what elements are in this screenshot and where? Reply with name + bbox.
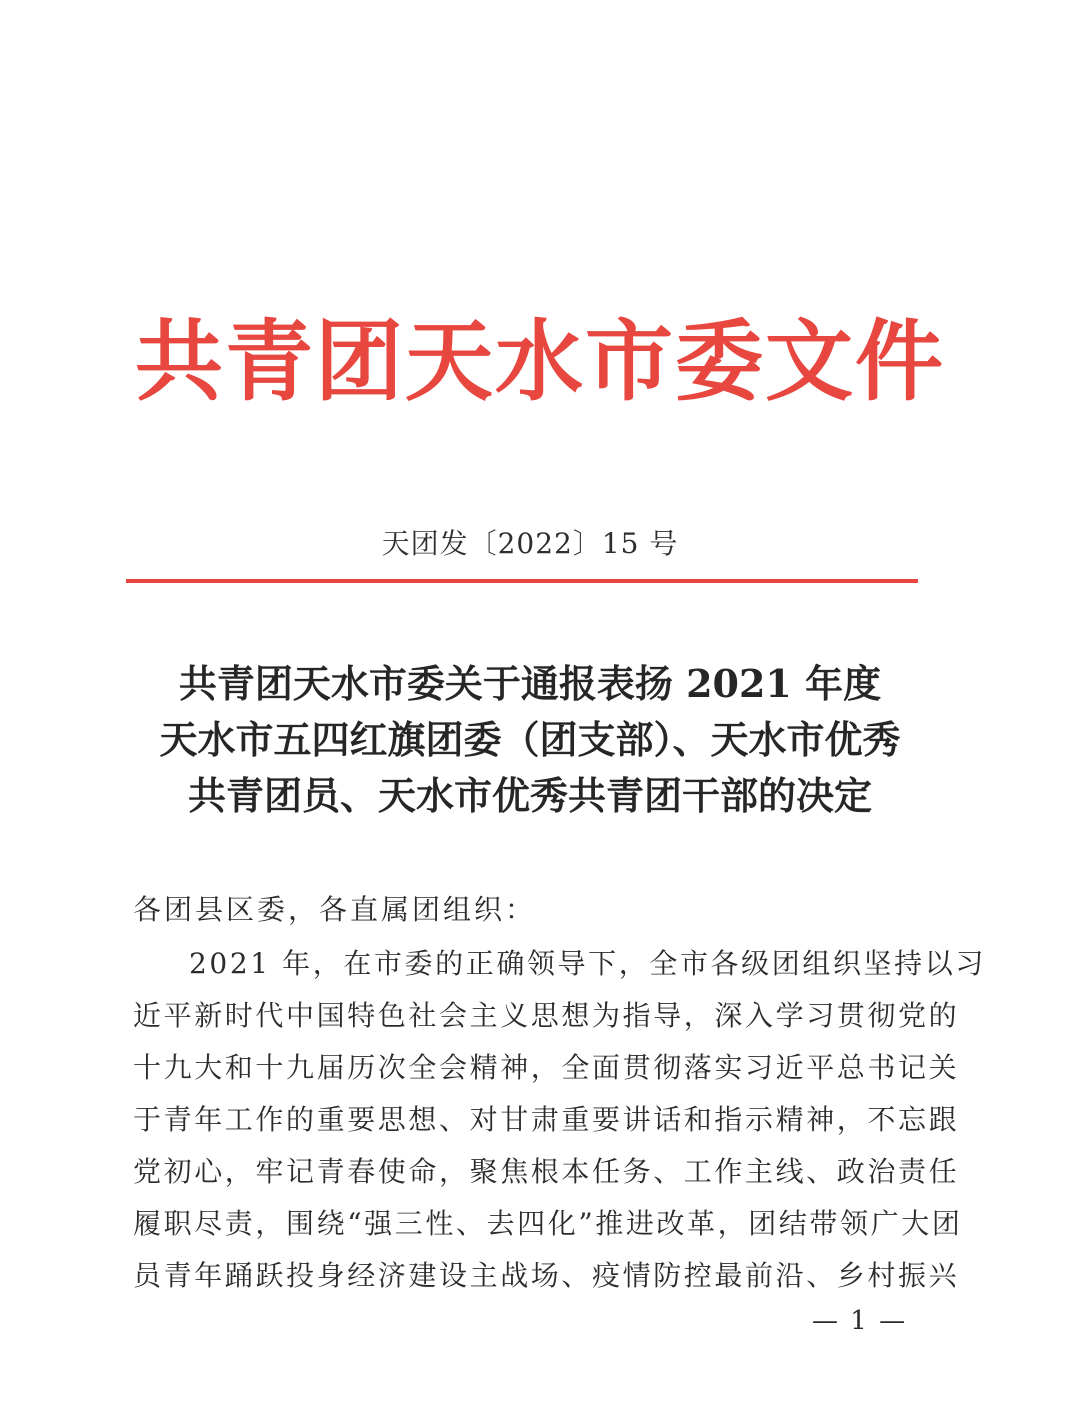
body-line: 近平新时代中国特色社会主义思想为指导，深入学习贯彻党的: [133, 999, 960, 1032]
body-line: 员青年踊跃投身经济建设主战场、疫情防控最前沿、乡村振兴: [133, 1259, 960, 1292]
decision-title-line: 天水市五四红旗团委（团支部）、天水市优秀: [159, 717, 901, 762]
body-line: 于青年工作的重要思想、对甘肃重要讲话和指示精神，不忘跟: [133, 1103, 960, 1136]
decision-title-line: 共青团员、天水市优秀共青团干部的决定: [187, 773, 872, 818]
decision-title: [80, 656, 980, 824]
addressee: 各团县区委，各直属团组织：: [133, 893, 537, 926]
document-number: 天团发〔2022〕15 号: [381, 527, 679, 560]
red-divider-line: [126, 579, 918, 583]
body-line: 2021 年，在市委的正确领导下，全市各级团组织坚持以习: [189, 947, 986, 980]
decision-title-line: 共青团天水市委关于通报表扬 2021 年度: [178, 661, 882, 706]
body-line: 履职尽责，围绕“强三性、去四化”推进改革，团结带领广大团: [133, 1207, 963, 1240]
body-paragraph: [133, 938, 986, 1302]
body-line: 十九大和十九届历次全会精神，全面贯彻落实习近平总书记关: [133, 1051, 960, 1084]
page-number: — 1 —: [812, 1306, 908, 1336]
body-line: 党初心，牢记青春使命，聚焦根本任务、工作主线、政治责任: [133, 1155, 960, 1188]
document-header-title: 共青团天水市委文件: [134, 310, 945, 413]
